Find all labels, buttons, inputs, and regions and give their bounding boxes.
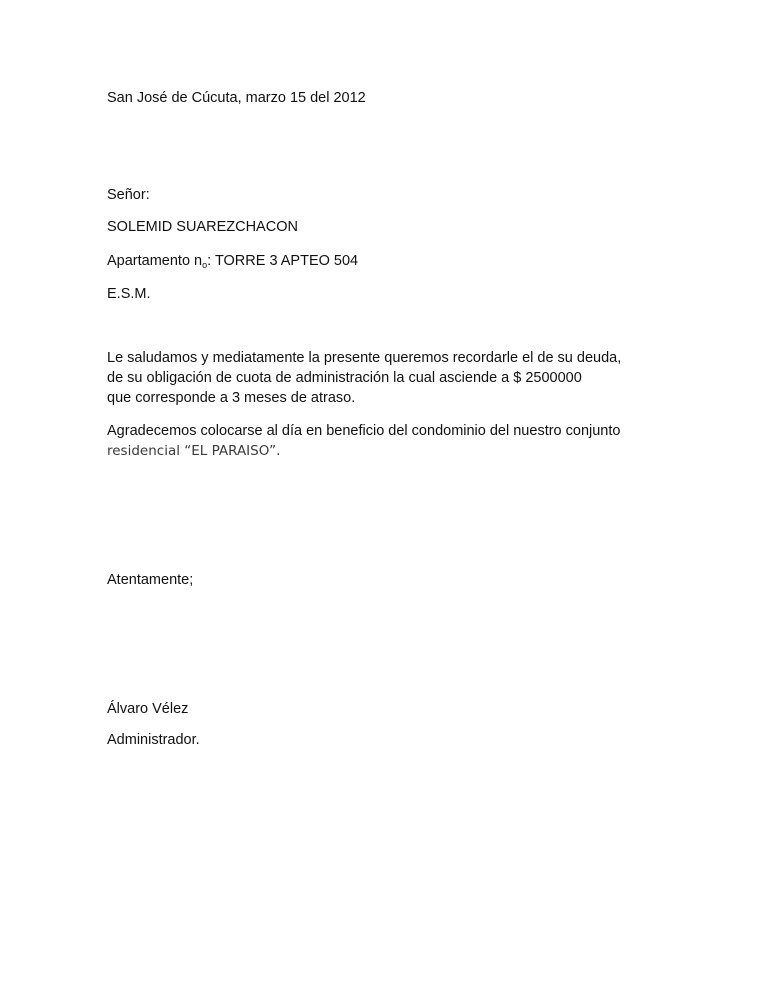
signer-title: Administrador. <box>107 732 200 748</box>
salutation: Señor: <box>107 187 150 203</box>
esm-line: E.S.M. <box>107 286 151 302</box>
body-paragraph-1-line: de su obligación de cuota de administración la cual asciende a $ 2500000 <box>107 370 582 386</box>
body-paragraph-1 <box>107 348 621 408</box>
apartment-label-suffix: : <box>207 253 212 269</box>
apartment-line <box>107 251 358 271</box>
body-paragraph-2-line: Agradecemos colocarse al día en beneficio del condominio del nuestro conjunto <box>107 423 621 439</box>
body-paragraph-1-line: Le saludamos y mediatamente la presente queremos recordarle el de su deuda, <box>107 350 622 366</box>
apartment-value: TORRE 3 APTEO 504 <box>211 253 359 269</box>
signer-name: Álvaro Vélez <box>107 701 189 717</box>
body-paragraph-2 <box>107 421 620 461</box>
date-line: San José de Cúcuta, marzo 15 del 2012 <box>107 90 366 106</box>
closing: Atentamente; <box>107 572 194 588</box>
body-paragraph-1-line: que corresponde a 3 meses de atraso. <box>107 390 356 406</box>
body-paragraph-2-line: residencial “EL PARAISO”. <box>107 443 281 459</box>
apartment-label-prefix: Apartamento n <box>107 253 203 269</box>
recipient-name: SOLEMID SUAREZCHACON <box>107 219 298 235</box>
apartment-label-subscript: o <box>202 260 208 270</box>
